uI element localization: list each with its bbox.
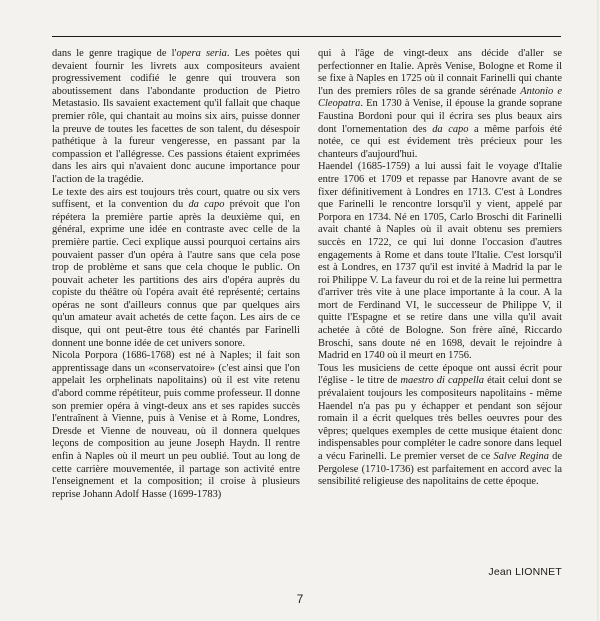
text-fragment-italic: opera seria: [176, 48, 227, 59]
right-paragraph-1: [318, 48, 562, 161]
text-fragment: était celui dont se prévalaient toujours les compositeurs napolitains - même Haendel n'a pas pu y échapper et pendant son séjour romain il a écrit quelques très belles oeuvres pour des vêpres; quelques exemples de cette musique étaient donc indispensables pour compléter le cadre sonore dans lequel a vécu Farinelli. Le premier verset de ce: [318, 375, 563, 462]
text-fragment: dans le genre tragique de l': [52, 48, 177, 59]
text-fragment: qui à l'âge de vingt-deux ans décide d'aller se perfectionner en Italie. Après Venise, Bologne et Rome il se fixe à Naples en 1725 où il connait Farinelli qui chante l'un des premiers rôles de sa grande sérénade: [318, 48, 562, 97]
text-fragment: Nicola Porpora (1686-1768) est né à Naples; il fait son apprentissage dans un «conservatoire» (c'est ainsi que l'on appelait les orphelinats napolitains) où il est vite retenu d'abord comme répétiteur, puis comme professeur. Il donne son premier opéra à vingt-deux ans et ses rapides succès l'entraînent à Vienne, puis à Venise et à Rome, Londres, Dresde et Vienne de nouveau, où il donnera quelques leçons de composition au jeune Joseph Haydn. Il rentre enfin à Naples où il meurt un peu oublié. Tout au long de cette carrière mouvementée, il partage son activité entre l'enseignement et la composition; il croise à plusieurs reprise Johann Adolf Hasse (1699-1783): [52, 350, 300, 500]
text-fragment-italic: Salve Regina: [493, 451, 549, 462]
text-fragment-italic: da capo: [432, 123, 469, 135]
text-fragment: a même parfois été notée, ce qui est évidement très précieux pour les chanteurs d'aujourd'hui.: [318, 123, 562, 160]
text-fragment: prévoit que l'on répétera la première partie après la deuxième qui, en général, exprime une idée en contraste avec celle de la première partie. Ceci explique aussi pourquoi certains airs pouvaient passer d'un opéra à l'autre sans que cela pose trop de problème et sans que cela choque le public. On pouvait acheter les partitions des airs d'opéra auprès du copiste du théâtre où l'opéra avait été représenté; certains opéras ne sont d'ailleurs connus que par quelques airs qu'un amateur avait achetés de cette façon. Les airs de ce disque, qui ont peut-être tous été chantés par Farinelli donnent une bonne idée de cet univers sonore.: [52, 199, 300, 349]
left-paragraph-2: [52, 187, 300, 351]
text-fragment: . Les poètes qui devaient fournir les livrets aux compositeurs avaient progressivement codifié le genre qui trouvera son aboutissement dans l'abondante production de Pietro Metastasio. Ils savaient exactement qu'il fallait que chaque premier rôle, qui chantait au moins six airs, puisse donner la preuve de toutes les facettes de son talent, du désespoir pathétique à la fureur vengeresse, en passant par la compassion et l'allégresse. Ces passions étaient exprimées dans les airs qui n'avaient donc aucune importance pour l'action de la tragédie.: [52, 48, 300, 185]
text-fragment: Haendel (1685-1759) a lui aussi fait le voyage d'Italie entre 1706 et 1709 et repasse par Hanovre avant de se fixer définitivement à Londres en 1713. C'est à Londres que Farinelli le rencontre lorsqu'il y vient, appelé par Porpora en 1734. Né en 1705, Carlo Broschi dit Farinelli avait chanté à Naples où il avait obtenu ses premiers succès en 1722, ce qui lui donne l'occasion d'autres engagements à Rome et dans toute l'Italie. C'est lorsqu'il est à Londres, en 1737 qu'il est invité à Madrid la par le roi Philippe V. La faveur du roi et de la reine lui permettra d'arriver très vite à une place importante à la cour. A la mort de Ferdinand VI, le successeur de Philippe V, il quitte l'Espagne et se retire dans une villa qu'il avait achetée à côté de Bologne. Son frère aîné, Riccardo Broschi, sans doute né en 1698, devait le rejoindre à Madrid en 1740 où il meurt en 1756.: [318, 161, 562, 362]
text-fragment-italic: maestro di cappella: [400, 375, 484, 387]
text-fragment: de Pergolese (1710-1736) est parfaitement en accord avec la sensibilité religieuse des napolitains de cette époque.: [318, 451, 563, 488]
text-fragment: Le texte des airs est toujours très court, quatre ou six vers suffisent, et la convention du: [52, 186, 300, 211]
left-paragraph-1: [52, 48, 300, 187]
text-fragment-italic: Antonio e Cleopatra: [318, 85, 563, 110]
author-signature: Jean LIONNET: [488, 566, 562, 578]
page-number: 7: [296, 592, 304, 606]
right-paragraph-3: [318, 363, 562, 489]
right-column: [318, 48, 562, 489]
left-paragraph-3: [52, 350, 300, 501]
right-paragraph-2: [318, 161, 562, 363]
text-fragment-italic: da capo: [188, 199, 225, 211]
left-column: [52, 48, 300, 501]
top-rule: [52, 36, 561, 37]
text-fragment: Tous les musiciens de cette époque ont aussi écrit pour l'église - le titre de: [318, 362, 562, 387]
text-fragment: . En 1730 à Venise, il épouse la grande soprane Faustina Bordoni pour qui il écrira ses plus beaux airs dont l'ornementation des: [318, 98, 562, 135]
